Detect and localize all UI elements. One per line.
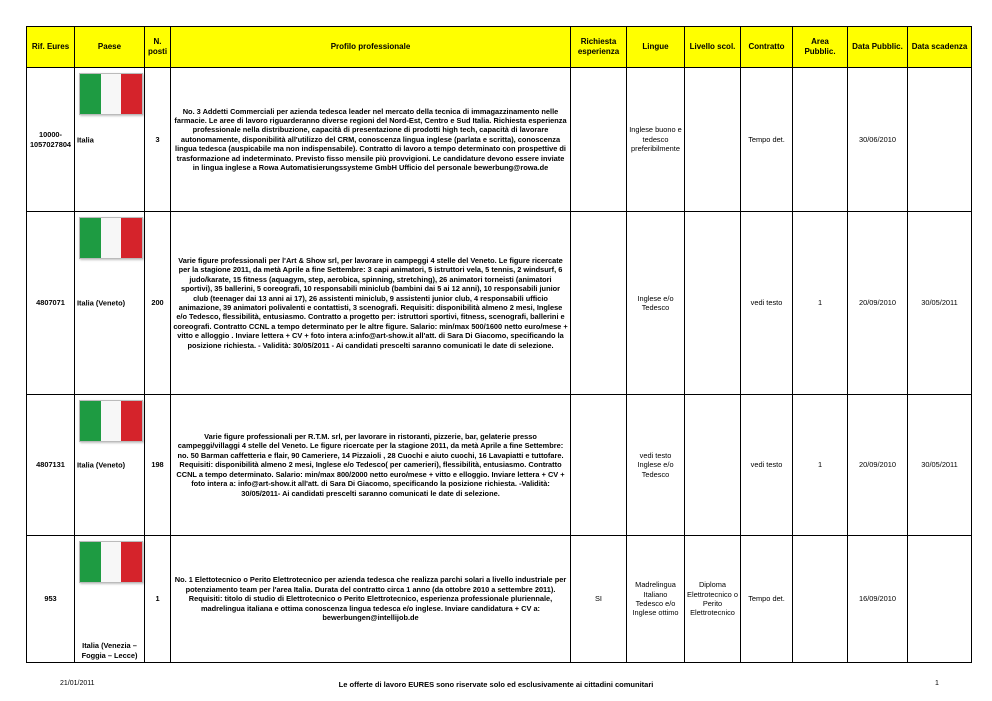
rif-cell: 953 [27,536,75,663]
italy-flag-icon [79,73,143,115]
rif-cell: 4807071 [27,212,75,395]
profile-description: No. 1 Elettotecnico o Perito Elettrotecnico per azienda tedesca che realizza parchi solari a livello industriale per potenziamento team per l'area Italia. Durata del contratto circa 1 anno (da ottobre 2010 a settembre 2011). Requisiti: titolo di studio di Elettrotecnico o Perito Elettrotecnico, esperienza professionale pluriennale, madrelingua italiana e ottima conoscenza lingua tedesca e/o inglese. Inviare candidatura + CV a: bewerbungen@intellijob.de [171,536,571,663]
header-livello: Livello scol. [685,27,741,68]
livello-cell [685,212,741,395]
country-label: Italia (Veneto) [77,298,126,308]
contratto-cell: Tempo det. [741,68,793,212]
table-row [27,395,972,536]
posti-cell: 198 [145,395,171,536]
data-scadenza-cell: 30/05/2011 [908,212,972,395]
table-row [27,68,972,212]
country-label: Italia (Venezia – Foggia – Lecce) [81,641,138,660]
data-scadenza-cell [908,536,972,663]
livello-cell [685,395,741,536]
rif-cell: 10000-1057027804 [27,68,75,212]
profile-description: No. 3 Addetti Commerciali per azienda tedesca leader nel mercato della tecnica di immagazzinamento nelle farmacie. Le aree di lavoro riguarderanno diverse regioni del Nord-Est, Centro e Sud Italia. Richiesta esperienza professionale nella distribuzione, capacità di presentazione di prodotti high tech, capacità di lavorare autonomamente, disponibilità all'utilizzo del CRM, conoscenza lingua inglese (parlata e scritta), conoscenza lingua tedesca (auspicabile ma non indispensabile). Contratto di lavoro a tempo determinato con prospettive di trasformazione ad indeterminato. Previsto fisso mensile più provvigioni. Le candidature devono essere inviate in lingua inglese a Rowa Automatisierungssysteme GmbH Ufficio del personale bewerbung@rowa.de [171,68,571,212]
footer-note: Le offerte di lavoro EURES sono riservate solo ed esclusivamente ai cittadini comunitari [338,680,654,689]
italy-flag-icon [79,400,143,442]
country-cell [75,536,145,663]
esperienza-cell [571,395,627,536]
profile-description: Varie figure professionali per l'Art & Show srl, per lavorare in campeggi 4 stelle del Veneto. Le figure ricercate per la stagione 2011, da metà Aprile a fine Settembre: 3 capi animatori, 5 istruttori vela, 5 tennis, 2 windsurf, 6 judo/karate, 15 fitness (aquagym, step, aerobica, spinning, stretching), 26 animatori torneisti (animatori sportivi), 35 ballerini, 5 coreografi, 10 responsabili miniclub (bambini dai 5 ai 12 anni), 10 responsabili junior club (teenager dai 13 anni ai 17), 26 assistenti miniclub, 9 assistenti junior club, 4 responsabili ufficio animazione, 39 animatori polivalenti e contattisti, 3 scenografi. Requisiti: disponibilità almeno 2 mesi, Inglese e/o Tedesco, flessibilità, entusiasmo. Contratto a progetto per: istruttori sportivi, fitness, scenografi, ballerini e coreografi. Contratto CCNL a tempo determinato per le altre figure. Salario: min/max 500/1600 netto euro/mese + vitto e alloggio . Inviare lettera + CV + foto intera a:info@art-show.it all'att. di Sara Di Giacomo, specificando la posizione richiesta. - Validità: 30/05/2011 - Ai candidati prescelti saranno comunicati le date di selezione. [171,212,571,395]
data-scadenza-cell: 30/05/2011 [908,395,972,536]
data-pubblic-cell: 30/06/2010 [848,68,908,212]
contratto-cell: Tempo det. [741,536,793,663]
header-data-pubblic: Data Pubblic. [848,27,908,68]
job-offers-table [26,26,972,663]
italy-flag-icon [79,217,143,259]
footer-date: 21/01/2011 [60,680,95,687]
country-label: Italia [77,134,94,144]
esperienza-cell [571,68,627,212]
area-cell [793,536,848,663]
rif-cell: 4807131 [27,395,75,536]
area-cell [793,68,848,212]
header-lingue: Lingue [627,27,685,68]
area-cell: 1 [793,212,848,395]
area-cell: 1 [793,395,848,536]
data-pubblic-cell: 20/09/2010 [848,212,908,395]
table-row [27,212,972,395]
header-paese: Paese [75,27,145,68]
posti-cell: 1 [145,536,171,663]
header-posti: N. posti [145,27,171,68]
header-contratto: Contratto [741,27,793,68]
country-cell [75,212,145,395]
data-scadenza-cell [908,68,972,212]
lingue-cell: vedi testo Inglese e/o Tedesco [627,395,685,536]
country-cell [75,395,145,536]
header-rif: Rif. Eures [27,27,75,68]
header-esperienza: Richiesta esperienza [571,27,627,68]
contratto-cell: vedi testo [741,395,793,536]
profile-description: Varie figure professionali per R.T.M. srl, per lavorare in ristoranti, pizzerie, bar, gelaterie presso campeggi/villaggi 4 stelle del Veneto. Le figure ricercate per la stagione 2011, da metà Aprile a fine Settembre: no. 50 Barman caffetteria e flair, 90 Cameriere, 14 Pizzaioli , 28 Cuochi e aiuto cuochi, 16 Lavapiatti e tuttofare. Requisiti: disponibilità almeno 2 mesi, Inglese e/o Tedesco( per camerieri), flessibilità, entusiasmo. Contratto CCNL a tempo determinato. Salario: min/max 800/2000 netto euro/mese + vitto e elloggio. Inviare lettera + CV + foto intera a: info@art-show.it all'att. di Sara Di Giacomo, specificando la posizione richiesta. -Validità: 30/05/2011- Ai candidati prescelti saranno comunicati le date di selezione. [171,395,571,536]
table-row [27,536,972,663]
data-pubblic-cell: 16/09/2010 [848,536,908,663]
contratto-cell: vedi testo [741,212,793,395]
header-area: Area Pubblic. [793,27,848,68]
livello-cell [685,68,741,212]
data-pubblic-cell: 20/09/2010 [848,395,908,536]
lingue-cell: Madrelingua Italiano Tedesco e/o Inglese ottimo [627,536,685,663]
table-header-row [27,27,972,68]
page-number: 1 [935,680,939,687]
header-profilo: Profilo professionale [171,27,571,68]
posti-cell: 3 [145,68,171,212]
header-data-scadenza: Data scadenza [908,27,972,68]
lingue-cell: Inglese buono e tedesco preferibilmente [627,68,685,212]
esperienza-cell [571,212,627,395]
italy-flag-icon [79,541,143,583]
country-cell [75,68,145,212]
livello-cell: Diploma Elettrotecnico o Perito Elettrotecnico [685,536,741,663]
country-label: Italia (Veneto) [77,460,126,470]
esperienza-cell: SI [571,536,627,663]
posti-cell: 200 [145,212,171,395]
lingue-cell: Inglese e/o Tedesco [627,212,685,395]
